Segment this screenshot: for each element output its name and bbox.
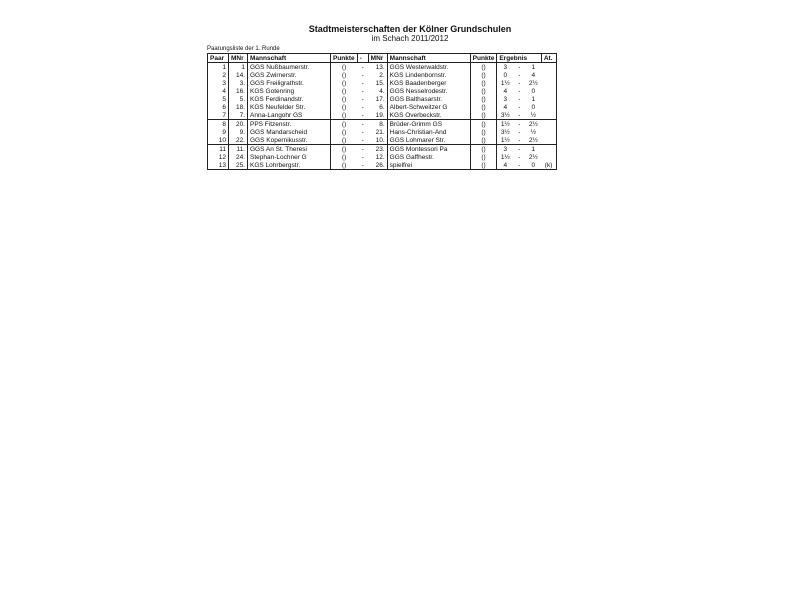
row-punkte-away: () [470,128,497,136]
row-punkte-away: () [470,79,497,87]
row-team-away: Brüder-Grimm GS [387,120,470,129]
row-paar: 4 [208,87,229,95]
row-mnr-away: 10. [375,136,385,144]
row-mnr-away: 4. [379,87,385,95]
row-at: (k) [541,161,556,170]
row-result-home: 3½ [497,111,514,120]
row-paar: 7 [208,111,229,120]
row-team-home: KGS Gotenring [248,87,331,95]
row-team-away: spielfrei [387,161,470,170]
row-team-away: KGS Lindenbornstr. [387,71,470,79]
row-team-away: GGS Westerwaldstr. [387,63,470,72]
table-row [208,87,557,95]
row-mnr-away: 2. [379,71,385,79]
row-dash: - [361,95,364,103]
row-paar: 5 [208,95,229,103]
row-mnr-home: 11. [229,145,248,154]
row-punkte-home: () [331,111,358,120]
row-team-home: PPS Fitzenstr. [248,120,331,129]
row-team-away: GGS Nesselrodestr. [387,87,470,95]
row-mnr-away: 21. [375,128,385,136]
row-team-away: KGS Overbeckstr. [387,111,470,120]
row-result-dash: - [518,63,521,71]
row-team-away: Hans-Christian-And [387,128,470,136]
row-paar: 12 [208,153,229,161]
row-result-away: 0 [531,87,536,95]
row-dash: - [361,153,364,161]
row-paar: 6 [208,103,229,111]
row-punkte-home: () [331,87,358,95]
col-header-mnr-away: MNr [368,54,387,63]
row-result-home: 4 [497,87,514,95]
table-row [208,145,557,154]
row-team-home: Anna-Langohr GS [248,111,331,120]
table-row [208,153,557,161]
row-team-away: KGS Baadenberger [387,79,470,87]
header-row [208,54,557,63]
col-header-at: At. [541,54,556,63]
row-mnr-home: 14. [229,71,248,79]
row-punkte-away: () [470,161,497,170]
row-result-dash: - [513,120,525,129]
row-mnr-home: 9. [229,128,248,136]
row-result-away: 2½ [525,120,541,129]
row-paar: 11 [208,145,229,154]
row-team-away: GGS Montessori Pa [387,145,470,154]
col-header-punkte-home: Punkte [331,54,358,63]
row-punkte-home: () [331,71,358,79]
row-at [541,87,556,95]
row-result-away: ½ [530,128,537,136]
row-dash: - [361,63,364,71]
row-result-home: 1½ [497,79,514,87]
pairings-table [207,53,557,170]
row-punkte-home: () [331,161,358,170]
row-team-home: GGS Mandarscheid [248,128,331,136]
row-mnr-away: 15. [375,79,385,87]
row-punkte-away: () [470,71,497,79]
row-result-dash: - [518,103,521,111]
row-punkte-home: () [331,128,358,136]
table-row [208,71,557,79]
row-punkte-away: () [470,120,497,129]
table-row [208,63,557,72]
row-mnr-away: 26. [368,161,387,170]
row-dash: - [357,161,368,170]
document-title: Stadtmeisterschaften der Kölner Grundschulen [308,24,512,34]
row-result-dash: - [518,153,521,161]
col-header-punkte-away: Punkte [470,54,497,63]
row-at [541,79,556,87]
row-dash: - [361,79,364,87]
row-mnr-home: 22. [229,136,248,145]
col-header-team-home: Mannschaft [248,54,331,63]
row-at [541,111,556,120]
row-result-dash: - [518,87,521,95]
row-punkte-away: () [470,153,497,161]
row-dash: - [361,103,364,111]
table-row [208,79,557,87]
row-mnr-home: 18. [229,103,248,111]
row-punkte-home: () [331,95,358,103]
row-mnr-home: 24. [229,153,248,161]
row-mnr-away: 12. [375,153,385,161]
row-punkte-away: () [470,63,497,72]
row-at [541,103,556,111]
row-dash: - [357,145,368,154]
row-mnr-home: 5. [229,95,248,103]
row-paar: 10 [208,136,229,145]
row-dash: - [361,111,364,119]
row-result-away: ½ [530,111,537,119]
row-result-home: 3 [497,145,514,154]
row-team-home: GGS Zwirnerstr. [248,71,331,79]
table-row [208,111,557,120]
row-result-away: 2½ [528,79,538,87]
row-punkte-away: () [470,103,497,111]
table-row [208,95,557,103]
row-mnr-away: 13. [375,63,385,71]
row-dash: - [357,120,368,129]
row-mnr-home: 1 [229,63,248,72]
row-punkte-home: () [331,120,358,129]
row-mnr-home: 25. [229,161,248,170]
row-mnr-home: 20. [229,120,248,129]
row-mnr-away: 19. [375,111,385,119]
row-dash: - [361,136,364,144]
row-result-dash: - [513,161,525,170]
row-mnr-away: 23. [368,145,387,154]
row-result-home: 3½ [497,128,514,136]
row-paar: 8 [208,120,229,129]
row-result-home: 1½ [497,136,514,145]
row-at [541,136,556,145]
row-dash: - [361,71,364,79]
table-row [208,161,557,170]
row-paar: 13 [208,161,229,170]
row-mnr-away: 17. [375,95,385,103]
row-team-away: GGS Lohmarer Str. [387,136,470,145]
row-result-dash: - [518,95,521,103]
row-result-away: 2½ [528,136,538,144]
row-result-home: 3 [497,63,514,72]
col-header-ergebnis: Ergebnis [497,54,542,63]
row-at [541,95,556,103]
row-punkte-home: () [331,136,358,145]
pairings-table-body [208,63,557,170]
table-row [208,120,557,129]
row-punkte-away: () [470,95,497,103]
row-result-away: 1 [531,95,536,103]
row-mnr-away: 8. [368,120,387,129]
table-row [208,136,557,145]
row-paar: 1 [208,63,229,72]
row-mnr-home: 3. [229,79,248,87]
row-at [541,120,556,129]
row-punkte-home: () [331,63,358,72]
row-result-away: 0 [531,103,536,111]
row-team-home: Stephan-Lochner G [248,153,331,161]
row-result-home: 3 [497,95,514,103]
row-result-away: 1 [531,63,536,71]
table-row [208,128,557,136]
row-result-home: 1½ [497,120,514,129]
row-punkte-away: () [470,87,497,95]
row-punkte-away: () [470,136,497,145]
row-at [541,71,556,79]
row-at [541,145,556,154]
row-result-dash: - [518,128,521,136]
row-punkte-away: () [470,111,497,120]
row-at [541,63,556,72]
col-header-dash: - [357,54,368,63]
row-team-home: GGS Freiligrathstr. [248,79,331,87]
row-result-home: 0 [497,71,514,79]
row-result-away: 1 [525,145,541,154]
row-mnr-away: 6. [379,103,385,111]
row-mnr-home: 16. [229,87,248,95]
row-result-home: 4 [497,161,514,170]
row-punkte-home: () [331,79,358,87]
row-result-dash: - [513,145,525,154]
document-subtitle: im Schach 2011/2012 [371,34,449,43]
row-team-home: GGS Nußbaumerstr. [248,63,331,72]
row-team-home: GGS Kopernikusstr. [248,136,331,145]
row-punkte-home: () [331,153,358,161]
row-result-dash: - [518,71,521,79]
round-caption: Paarungsliste der 1. Runde [207,46,280,52]
row-mnr-home: 7. [229,111,248,120]
col-header-team-away: Mannschaft [387,54,470,63]
row-at [541,153,556,161]
row-result-away: 2½ [528,153,538,161]
table-row [208,103,557,111]
row-team-home: KGS Ferdinandstr. [248,95,331,103]
row-paar: 9 [208,128,229,136]
col-header-paar: Paar [208,54,229,63]
row-team-home: KGS Lohrbergstr. [248,161,331,170]
row-result-home: 4 [497,103,514,111]
row-result-away: 4 [531,71,536,79]
row-team-home: KGS Neufelder Str. [248,103,331,111]
row-result-dash: - [518,136,521,144]
row-paar: 2 [208,71,229,79]
row-result-dash: - [518,79,521,87]
row-result-home: 1½ [497,153,514,161]
row-paar: 3 [208,79,229,87]
col-header-mnr-home: MNr [229,54,248,63]
row-team-away: Albert-Schweitzer G [387,103,470,111]
row-punkte-home: () [331,145,358,154]
row-dash: - [361,128,364,136]
pairings-table-header [208,54,557,63]
row-team-away: GGS Balthasarstr. [387,95,470,103]
row-team-home: GGS An St. Theresi [248,145,331,154]
row-result-away: 0 [525,161,541,170]
row-punkte-home: () [331,103,358,111]
row-dash: - [361,87,364,95]
row-punkte-away: () [470,145,497,154]
row-at [541,128,556,136]
row-team-away: GGS Gaffhestr. [387,153,470,161]
row-result-dash: - [518,111,521,119]
